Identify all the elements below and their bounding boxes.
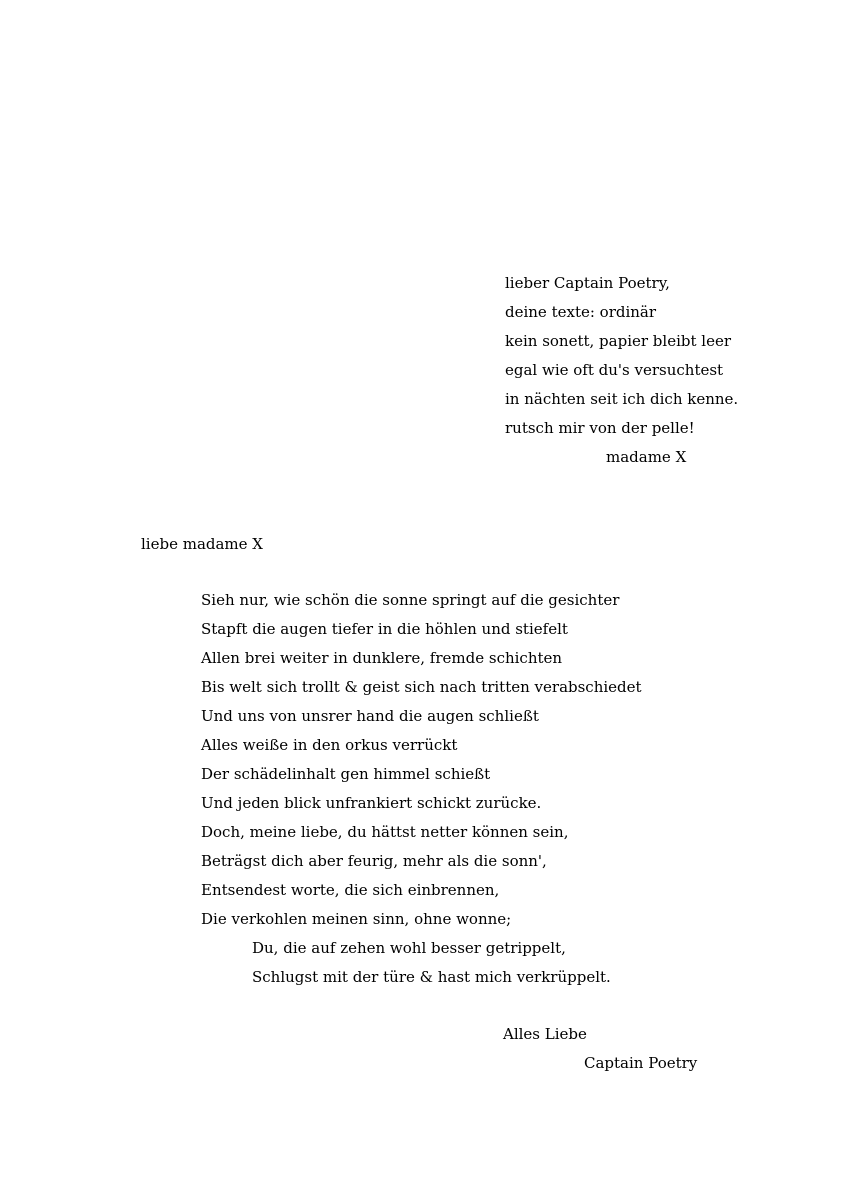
poem-stanza [201,586,642,934]
poem-line: Du, die auf zehen wohl besser getrippelt, [252,939,566,957]
letter-line: in nächten seit ich dich kenne. [505,390,739,408]
letter-line: deine texte: ordinär [505,303,657,321]
reply-signature: Captain Poetry [584,1054,698,1072]
poem-couplet [252,934,611,992]
poem-line: Entsendest worte, die sich einbrennen, [201,881,500,899]
poem-line: Beträgst dich aber feurig, mehr als die sonn', [201,852,547,870]
poem-line: Stapft die augen tiefer in die höhlen und stiefelt [201,620,568,638]
poem-line: Allen brei weiter in dunklere, fremde schichten [201,649,563,667]
poem-line: Der schädelinhalt gen himmel schießt [201,765,491,783]
poem-line: Doch, meine liebe, du hättst netter können sein, [201,823,569,841]
letter-line: lieber Captain Poetry, [505,274,670,292]
letter-signature: madame X [606,448,687,466]
letter-line: kein sonett, papier bleibt leer [505,332,732,350]
poem-line: Schlugst mit der türe & hast mich verkrüppelt. [252,968,611,986]
letter-madame-x [505,269,738,443]
reply-salutation: liebe madame X [141,535,263,553]
poem-line: Die verkohlen meinen sinn, ohne wonne; [201,910,512,928]
poem-line: Sieh nur, wie schön die sonne springt auf die gesichter [201,591,620,609]
reply-closing: Alles Liebe [503,1025,587,1043]
poem-line: Alles weiße in den orkus verrückt [201,736,458,754]
poem-line: Bis welt sich trollt & geist sich nach tritten verabschiedet [201,678,642,696]
poem-line: Und jeden blick unfrankiert schickt zurücke. [201,794,542,812]
letter-line: rutsch mir von der pelle! [505,419,695,437]
letter-line: egal wie oft du's versuchtest [505,361,724,379]
poem-line: Und uns von unsrer hand die augen schließt [201,707,539,725]
